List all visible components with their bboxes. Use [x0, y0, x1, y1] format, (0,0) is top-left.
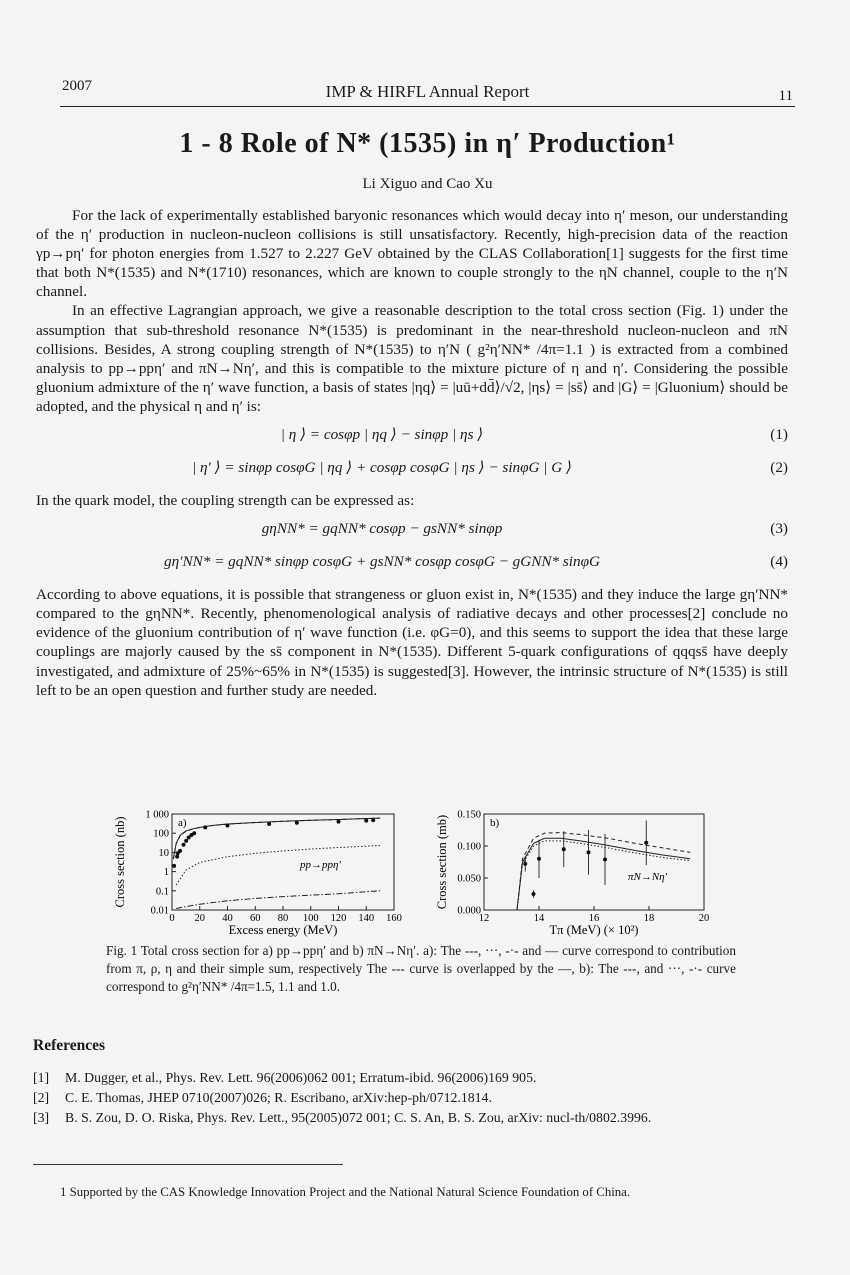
- y-tick-label: 0.000: [457, 905, 481, 917]
- equation-3-number: (3): [770, 520, 788, 538]
- equation-2-body: | η′ ⟩ = sinφp cosφG | ηq ⟩ + cosφp cosφG | ηs ⟩ − sinφG | G ⟩: [192, 459, 572, 477]
- equation-1-body: | η ⟩ = cosφp | ηq ⟩ − sinφp | ηs ⟩: [280, 426, 484, 444]
- reference-number: [1]: [33, 1070, 50, 1085]
- y-tick-label: 10: [158, 847, 169, 859]
- article-title: 1 - 8 Role of N* (1535) in η′ Production¹: [179, 128, 676, 159]
- data-point: [537, 857, 541, 861]
- figure-1: [110, 808, 750, 937]
- equation-3: [36, 519, 788, 543]
- figure-caption: Fig. 1 Total cross section for a) pp→ppη′ and b) πN→Nη′. a): The ---, ···, -·- and — curve correspond to contribution from π, ρ, η and their simple sum, respectively The --- curve is overlapped by the —, b): The ---, and ···, -·- curve correspond to g²η′NN* /4π=1.5, 1.1 and 1.0.: [106, 943, 736, 994]
- series-line-0: [173, 818, 380, 858]
- data-point: [267, 822, 271, 826]
- x-tick-label: 40: [222, 913, 233, 924]
- series-line-2: [176, 846, 380, 886]
- x-tick-label: 16: [588, 913, 600, 924]
- data-point: [184, 839, 188, 843]
- header-journal: IMP & HIRFL Annual Report: [325, 82, 530, 101]
- data-point: [226, 824, 230, 828]
- x-tick-label: 18: [643, 913, 655, 924]
- data-point: [295, 821, 299, 825]
- data-point: [182, 843, 186, 847]
- plot-frame: [484, 814, 704, 910]
- x-tick-label: 80: [277, 913, 289, 924]
- x-tick-label: 20: [194, 913, 205, 924]
- y-tick-label: 1 000: [145, 809, 169, 821]
- footnote: 1 Supported by the CAS Knowledge Innovation Project and the National Natural Science Foundation of China.: [60, 1185, 631, 1199]
- equation-2-number: (2): [770, 459, 788, 477]
- equation-2: [36, 458, 788, 482]
- reference-item: [33, 1108, 793, 1128]
- data-point: [371, 818, 375, 822]
- equation-4-number: (4): [770, 553, 788, 571]
- equation-4-body: gη′NN* = gqNN* sinφp cosφG + gsNN* cosφp cosφG − gGNN* sinφG: [164, 553, 600, 571]
- header-page-number: 11: [778, 88, 793, 104]
- reference-text: B. S. Zou, D. O. Riska, Phys. Rev. Lett., 95(2005)072 001; C. S. An, B. S. Zou, arXiv: nucl-th/0802.3996.: [65, 1110, 652, 1125]
- data-point: [587, 850, 591, 854]
- series-line-3: [176, 891, 380, 909]
- panel-label: b): [490, 817, 500, 829]
- article-body: [36, 206, 788, 700]
- x-axis-label: Excess energy (MeV): [228, 923, 338, 937]
- chart-b: [432, 808, 752, 937]
- data-point: [172, 864, 176, 868]
- references-heading: References: [33, 1037, 106, 1054]
- paragraph-3: In the quark model, the coupling strength can be expressed as:: [36, 492, 415, 510]
- y-tick-label: 0.01: [150, 905, 169, 917]
- header-year: 2007: [62, 78, 92, 94]
- equation-3-body: gηNN* = gqNN* cosφp − gsNN* sinφp: [261, 520, 503, 538]
- x-tick-label: 12: [478, 913, 490, 924]
- panel-label: a): [178, 817, 187, 829]
- y-axis-label: Cross section (nb): [113, 816, 127, 908]
- paragraph-1: For the lack of experimentally established baryonic resonances which would decay into η′ meson, our understanding of the η′ production in nucleon-nucleon collisions is still unsatisfactory. Recently, high-precision data of the reaction γp→pη′ for photon energies from 1.527 to 2.227 GeV obtained by the CLAS Collaboration[1] suggests for the first time that both N*(1535) and N*(1710) resonances, which are known to couple strongly to the ηN channel, couple to the η′N channel.: [36, 207, 788, 301]
- footnote-divider: [33, 1164, 343, 1165]
- y-tick-label: 0.150: [457, 809, 481, 821]
- reference-text: C. E. Thomas, JHEP 0710(2007)026; R. Escribano, arXiv:hep-ph/0712.1814.: [65, 1090, 492, 1105]
- y-axis-label: Cross section (mb): [435, 814, 449, 910]
- authors: Li Xiguo and Cao Xu: [362, 176, 493, 192]
- x-tick-label: 20: [698, 913, 710, 924]
- running-header: [60, 78, 795, 107]
- reference-item: [33, 1068, 793, 1088]
- x-tick-label: 14: [533, 913, 545, 924]
- data-point: [644, 841, 648, 845]
- chart-annotation: pp→ppη′: [300, 859, 341, 871]
- data-point: [192, 831, 196, 835]
- equation-4: [36, 552, 788, 576]
- equation-1: [36, 425, 788, 449]
- reference-number: [3]: [33, 1110, 50, 1125]
- paragraph-4: According to above equations, it is possible that strangeness or gluon exist in, N*(1535) and they induce the large gη′NN* compared to the gηNN*. Recently, phenomenological analysis of radiative decays and other processes[2] conclude no evidence of the gluonium contribution of η′ wave function (i.e. φG=0), and this seems to support the idea that these large couplings are majorly caused by the ss̄ component in N*(1535). Different 5-quark configurations of qqqss̄ have deeply investigated, and admixture of 25%~65% in N*(1535) is suggested[3]. However, the intrinsic structure of N*(1535) is still left to be an open question and further study are needed.: [36, 586, 788, 699]
- reference-item: [33, 1088, 793, 1108]
- y-tick-label: 0.050: [457, 873, 481, 885]
- data-point: [178, 849, 182, 853]
- y-tick-label: 1: [163, 867, 169, 879]
- data-point: [337, 820, 341, 824]
- references-list: [33, 1068, 793, 1128]
- data-point: [364, 819, 368, 823]
- y-tick-label: 100: [153, 828, 169, 840]
- chart-a: [110, 808, 410, 937]
- x-axis-label: Tπ (MeV) (× 10²): [549, 923, 639, 937]
- series-line-1: [173, 818, 380, 859]
- reference-text: M. Dugger, et al., Phys. Rev. Lett. 96(2006)062 001; Erratum-ibid. 96(2006)169 905.: [65, 1070, 537, 1085]
- x-tick-label: 120: [330, 913, 347, 924]
- data-point: [203, 825, 207, 829]
- data-point: [523, 862, 527, 866]
- chart-annotation: πN→Nη′: [628, 871, 668, 883]
- reference-number: [2]: [33, 1090, 50, 1105]
- data-point: [603, 857, 607, 861]
- data-point: [562, 847, 566, 851]
- x-tick-label: 60: [250, 913, 261, 924]
- x-tick-label: 140: [358, 913, 375, 924]
- data-point: [532, 892, 536, 896]
- y-tick-label: 0.100: [457, 841, 481, 853]
- y-tick-label: 0.1: [155, 886, 169, 898]
- paragraph-2: In an effective Lagrangian approach, we give a reasonable description to the total cross section (Fig. 1) under the assumption that sub-threshold resonance N*(1535) is predominant in the near-threshold nucleon-nucleon and πN collisions. Besides, A strong coupling strength of N*(1535) to η′N ( g²η′NN* /4π=1.1 ) is extracted from a combined analysis to pp→ppη′ and πN→Nη′, and this is compatible to the mixture picture of η and η′. Considering the possible gluonium admixture of the η′ wave function, a basis of states |ηq⟩ = |uū+dd̄⟩/√2, |ηs⟩ = |ss̄⟩ and |G⟩ = |Gluonium⟩ should be adopted, and the physical η and η′ is:: [36, 302, 788, 415]
- x-tick-label: 160: [386, 913, 402, 924]
- x-tick-label: 0: [169, 913, 175, 924]
- equation-1-number: (1): [770, 426, 788, 444]
- data-point: [175, 855, 179, 859]
- x-tick-label: 100: [302, 913, 319, 924]
